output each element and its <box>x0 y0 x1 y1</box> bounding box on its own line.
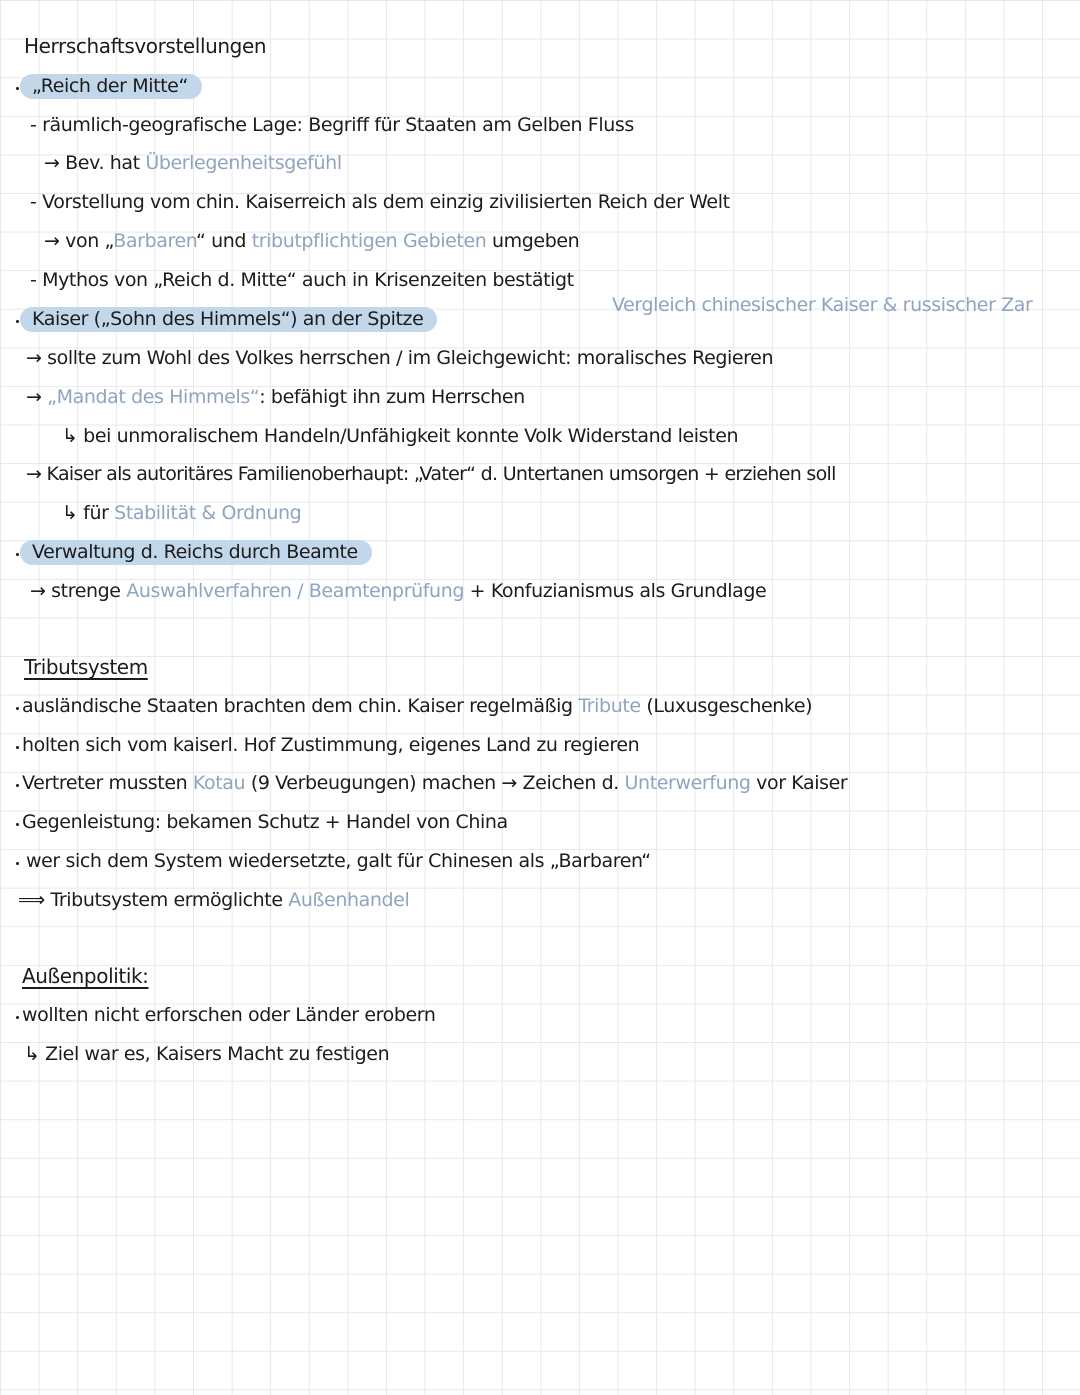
section-title-tribut: Tributsystem <box>24 655 148 679</box>
heading-verwaltung: Verwaltung d. Reichs durch Beamte <box>20 540 372 564</box>
heading-kaiser: Kaiser („Sohn des Himmels“) an der Spitze <box>20 307 437 331</box>
bullet-dot <box>16 320 19 323</box>
section-title-aussen: Außenpolitik: <box>22 964 149 988</box>
tribut-line-5: wer sich dem System wiedersetzte, galt für Chinesen als „Barbaren“ <box>26 850 651 872</box>
verwaltung-line-1: → strenge Auswahlverfahren / Beamtenprüfung + Konfuzianismus als Grundlage <box>30 580 767 602</box>
tribut-line-2: holten sich vom kaiserl. Hof Zustimmung, eigenes Land zu regieren <box>22 734 640 756</box>
reich-line-1: - räumlich-geografische Lage: Begriff für Staaten am Gelben Fluss <box>30 114 634 136</box>
bullet-dot <box>16 553 19 556</box>
kaiser-line-2: → „Mandat des Himmels“: befähigt ihn zum Herrschen <box>26 386 525 408</box>
kaiser-line-5: ↳ für Stabilität & Ordnung <box>62 502 302 524</box>
section-title-herrschaft: Herrschaftsvorstellungen <box>24 34 267 58</box>
reich-line-2: → Bev. hat Überlegenheitsgefühl <box>44 152 342 174</box>
aussen-line-1: wollten nicht erforschen oder Länder erobern <box>22 1004 436 1026</box>
bullet-dot <box>16 862 19 865</box>
heading-reich-der-mitte: „Reich der Mitte“ <box>20 74 202 98</box>
bullet-dot <box>16 707 19 710</box>
bullet-dot <box>16 1016 19 1019</box>
bullet-dot <box>16 823 19 826</box>
reich-line-5: - Mythos von „Reich d. Mitte“ auch in Krisenzeiten bestätigt <box>30 269 574 291</box>
bullet-dot <box>16 746 19 749</box>
reich-line-3: - Vorstellung vom chin. Kaiserreich als dem einzig zivilisierten Reich der Welt <box>30 191 730 213</box>
tribut-line-3: Vertreter mussten Kotau (9 Verbeugungen) machen → Zeichen d. Unterwerfung vor Kaiser <box>22 772 848 794</box>
reich-line-4: → von „Barbaren“ und tributpflichtigen Gebieten umgeben <box>44 230 580 252</box>
tribut-line-6: ⟹ Tributsystem ermöglichte Außenhandel <box>18 889 410 911</box>
aussen-line-2: ↳ Ziel war es, Kaisers Macht zu festigen <box>24 1043 390 1065</box>
bullet-dot <box>16 87 19 90</box>
kaiser-line-1: → sollte zum Wohl des Volkes herrschen / im Gleichgewicht: moralisches Regieren <box>26 347 774 369</box>
kaiser-line-4: → Kaiser als autoritäres Familienoberhaupt: „Vater“ d. Untertanen umsorgen + erziehen soll <box>26 463 836 485</box>
kaiser-line-3: ↳ bei unmoralischem Handeln/Unfähigkeit konnte Volk Widerstand leisten <box>62 425 739 447</box>
bullet-dot <box>16 784 19 787</box>
side-note: Vergleich chinesischer Kaiser & russischer Zar <box>612 294 1033 316</box>
tribut-line-1: ausländische Staaten brachten dem chin. Kaiser regelmäßig Tribute (Luxusgeschenke) <box>22 695 813 717</box>
tribut-line-4: Gegenleistung: bekamen Schutz + Handel von China <box>22 811 508 833</box>
